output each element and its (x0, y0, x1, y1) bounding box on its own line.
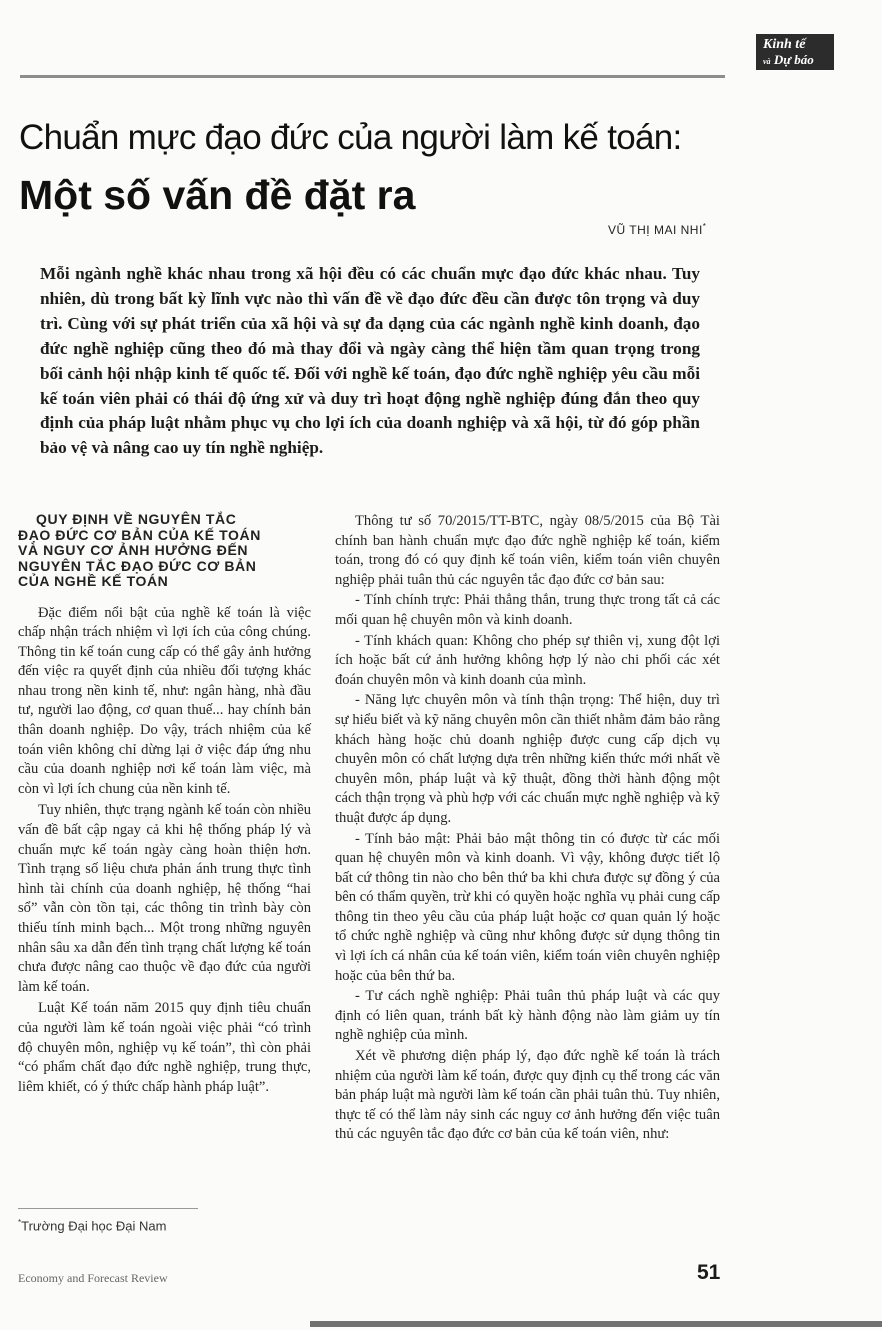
top-rule (20, 75, 725, 78)
logo-line-1: Kinh tế (763, 37, 806, 52)
body-paragraph: Tuy nhiên, thực trạng ngành kế toán còn nhiều vấn đề bất cập ngay cả khi hệ thống pháp lý và chuẩn mực kế toán ngày càng hoàn thiện hơn. Tình trạng số liệu chưa phản ánh trung thực tình hình tài chính của doanh nghiệp, hệ thống “hai sổ” vẫn còn tồn tại, các thông tin trình bày còn thiếu tính minh bạch... Một trong những nguyên nhân sâu xa dẫn đến tình trạng chất lượng kế toán chưa được nâng cao thuộc về đạo đức của người làm kế toán. (18, 802, 311, 995)
author-affiliation-footnote: *Trường Đại học Đại Nam (18, 1218, 167, 1234)
section-heading: QUY ĐỊNH VỀ NGUYÊN TẮC ĐẠO ĐỨC CƠ BẢN CỦA KẾ TOÁN VÀ NGUY CƠ ẢNH HƯỞNG ĐẾN NGUYÊN TẮC ĐẠO ĐỨC CƠ BẢN CỦA NGHỀ KẾ TOÁN (18, 511, 261, 589)
journal-name: Economy and Forecast Review (18, 1271, 168, 1285)
bottom-rule (310, 1321, 882, 1327)
body-paragraph: Xét về phương diện pháp lý, đạo đức nghề kế toán là trách nhiệm của người làm kế toán, được quy định cụ thể trong các văn bản pháp luật mà người làm kế toán cần phải tuân thủ. Tuy nhiên, thực tế có thể làm nảy sinh các nguy cơ ảnh hưởng đến việc tuân thủ các nguyên tắc đạo đức cơ bản của kế toán viên, như: (335, 1048, 720, 1143)
right-column (335, 512, 720, 1146)
journal-logo (756, 34, 834, 70)
author-byline: VŨ THỊ MAI NHI* (608, 222, 707, 237)
principle-item: - Tính khách quan: Không cho phép sự thiên vị, xung đột lợi ích hoặc bất cứ ảnh hưởng không hợp lý nào chi phối các xét đoán chuyên môn và kinh doanh của mình. (335, 632, 720, 688)
footnote-rule (18, 1208, 198, 1209)
principle-item: - Tính chính trực: Phải thẳng thắn, trung thực trong tất cả các mối quan hệ chuyên môn và kinh doanh. (335, 592, 720, 628)
body-paragraph: Đặc điểm nổi bật của nghề kế toán là việc chấp nhận trách nhiệm vì lợi ích của công chúng. Thông tin kế toán cung cấp có thể gây ảnh hưởng đến việc ra quyết định của nhiều đối tượng khác nhau trong nền kinh tế, như: ngân hàng, nhà đầu tư, người lao động, cơ quan thuế... hay chính bản thân doanh nghiệp. Do vậy, trách nhiệm của kế toán viên không chỉ dừng lại ở việc đáp ứng nhu cầu của doanh nghiệp nơi kế toán làm việc, mà còn vì lợi ích chung của nền kinh tế. (18, 604, 311, 797)
article-title-line-2: Một số vấn đề đặt ra (19, 172, 416, 218)
principle-item: - Tính bảo mật: Phải bảo mật thông tin có được từ các mối quan hệ chuyên môn và kinh doanh. Vì vậy, không được tiết lộ bất cứ thông tin nào cho bên thứ ba khi chưa được sự đồng ý của bên có thẩm quyền, trừ khi có quyền hoặc nghĩa vụ phải cung cấp thông tin theo yêu cầu của pháp luật hoặc cơ quan quản lý hoặc tổ chức nghề nghiệp và cũng như không được sử dụng thông tin vì lợi ích cá nhân của kế toán viên, kiểm toán viên chuyên nghiệp hoặc của bên thứ ba. (335, 830, 720, 984)
article-title-line-1: Chuẩn mực đạo đức của người làm kế toán: (19, 118, 682, 157)
body-paragraph: Luật Kế toán năm 2015 quy định tiêu chuẩn của người làm kế toán ngoài việc phải “có trình độ chuyên môn, nghiệp vụ kế toán”, thì còn phải “có phẩm chất đạo đức nghề nghiệp, trung thực, liêm khiết, có ý thức chấp hành pháp luật”. (18, 1000, 311, 1095)
logo-line-2: và Dự báo (763, 52, 814, 67)
principle-item: - Năng lực chuyên môn và tính thận trọng: Thể hiện, duy trì sự hiểu biết và kỹ năng chuyên môn cần thiết nhằm đảm bảo rằng khách hàng hoặc chủ doanh nghiệp được cung cấp dịch vụ chuyên môn có chất lượng dựa trên những kiến thức mới nhất về chuyên môn, pháp luật và kỹ thuật, đồng thời hành động một cách thận trọng và phù hợp với các chuẩn mực nghề nghiệp và kỹ thuật được áp dụng. (335, 692, 720, 826)
page-number: 51 (697, 1261, 721, 1284)
left-column (18, 512, 311, 1099)
principle-item: - Tư cách nghề nghiệp: Phải tuân thủ pháp luật và các quy định có liên quan, tránh bất kỳ hành động nào làm giảm uy tín nghề nghiệp của mình. (335, 988, 720, 1044)
article-abstract: Mỗi ngành nghề khác nhau trong xã hội đều có các chuẩn mực đạo đức khác nhau. Tuy nhiên, dù trong bất kỳ lĩnh vực nào thì vấn đề về đạo đức đều cần được tôn trọng và duy trì. Cùng với sự phát triển của xã hội và sự đa dạng của các ngành nghề kinh doanh, đạo đức nghề nghiệp cũng theo đó mà thay đổi và ngày càng thể hiện tầm quan trọng trong bối cảnh hội nhập kinh tế quốc tế. Đối với nghề kế toán, đạo đức nghề nghiệp yêu cầu mỗi kế toán viên phải có thái độ ứng xử và duy trì hoạt động nghề nghiệp đúng đắn theo quy định của pháp luật nhằm phục vụ cho lợi ích của doanh nghiệp và xã hội, từ đó góp phần bảo vệ và nâng cao uy tín nghề nghiệp. (40, 264, 700, 458)
body-paragraph: Thông tư số 70/2015/TT-BTC, ngày 08/5/2015 của Bộ Tài chính ban hành chuẩn mực đạo đức nghề nghiệp kế toán, kiểm toán, trong đó có quy định kế toán viên, kiểm toán viên chuyên nghiệp phải tuân thủ các nguyên tắc đạo đức cơ bản sau: (335, 513, 720, 588)
